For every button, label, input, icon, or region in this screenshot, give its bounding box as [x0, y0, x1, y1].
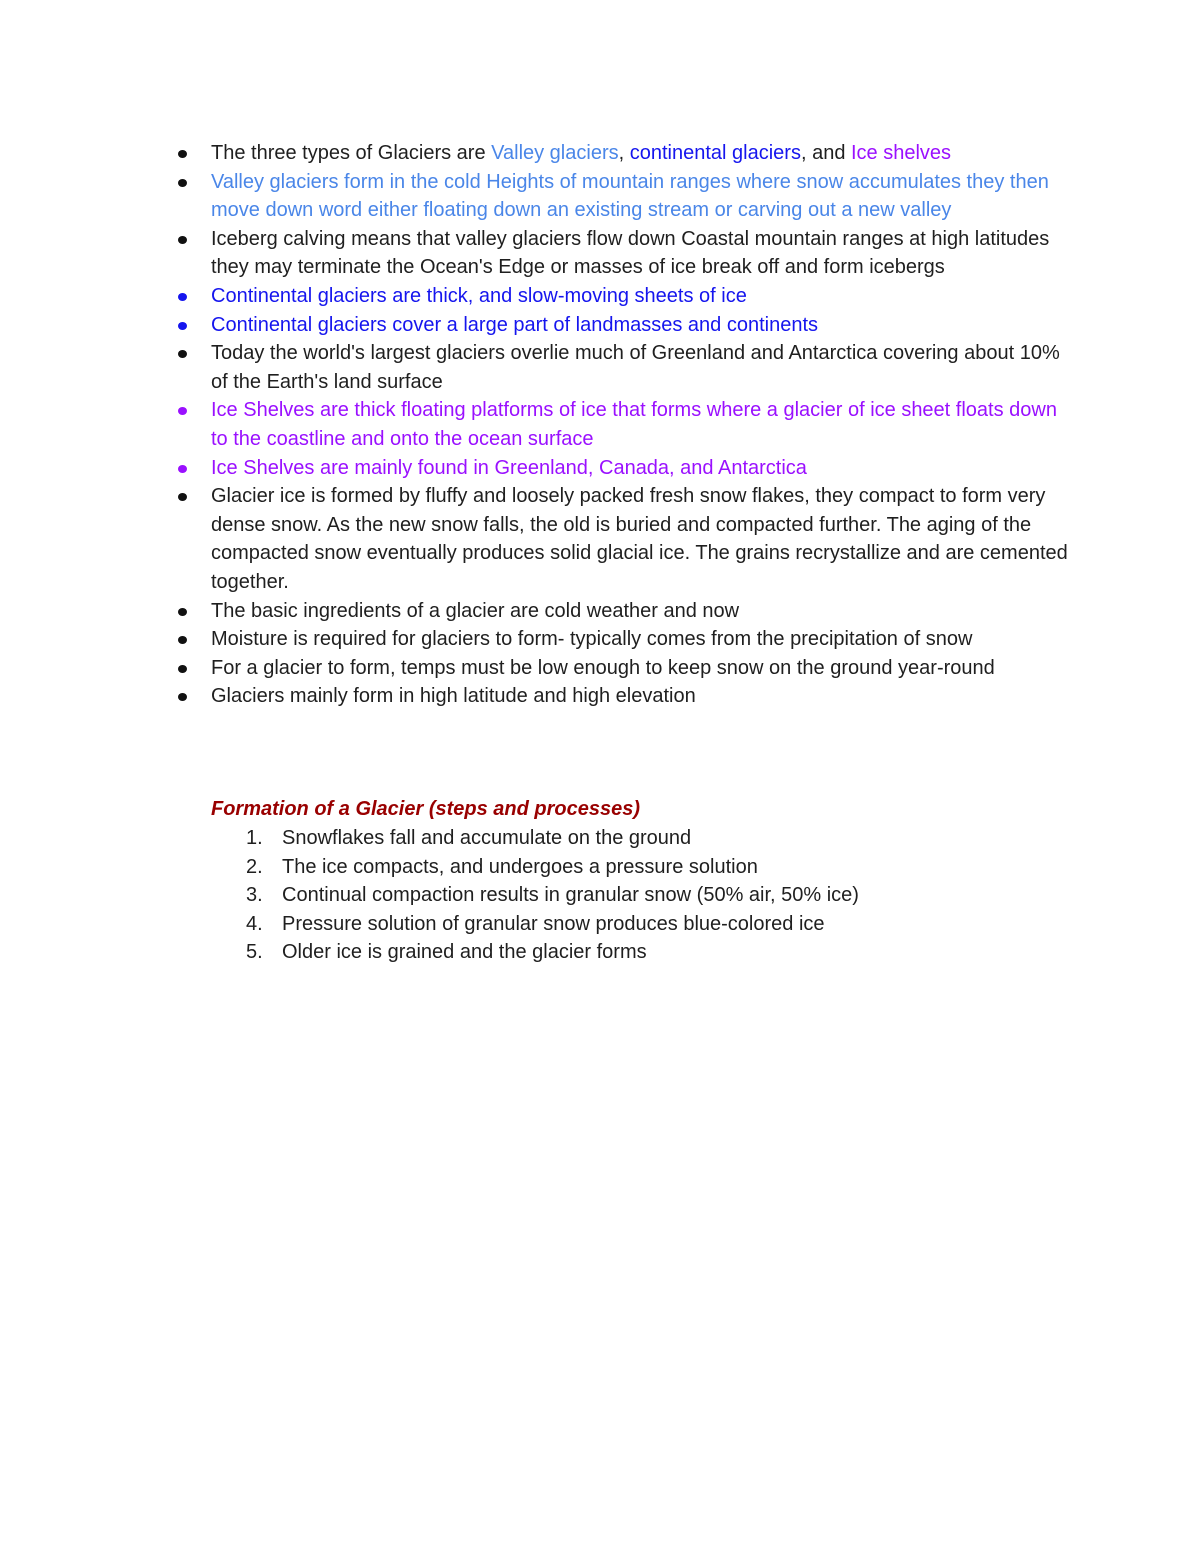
- formation-steps-list: [246, 824, 1062, 967]
- list-item-text: Today the world's largest glaciers overlie much of Greenland and Antarctica covering about 10% of the Earth's land surface: [211, 342, 1060, 393]
- list-item-text: Iceberg calving means that valley glaciers flow down Coastal mountain ranges at high latitudes they may terminate the Ocean's Edge or masses of ice break off and form icebergs: [211, 227, 1050, 279]
- bullet-icon: [178, 236, 187, 244]
- list-item: [211, 168, 1071, 225]
- list-item-text: Glacier ice is formed by fluffy and loosely packed fresh snow flakes, they compact to form very dense snow. As the new snow falls, the old is buried and compacted further. The aging of the compacted snow eventually produces solid glacial ice. The grains recrystallize and are cemented together.: [211, 485, 1068, 593]
- step-text: Snowflakes fall and accumulate on the ground: [282, 827, 692, 849]
- list-item-text: Ice Shelves are thick floating platforms of ice that forms where a glacier of ice sheet floats down to the coastline and onto the ocean surface: [211, 399, 1057, 450]
- list-item-text: For a glacier to form, temps must be low enough to keep snow on the ground year-round: [211, 656, 995, 679]
- step-text: Pressure solution of granular snow produces blue-colored ice: [282, 912, 825, 935]
- list-item-text: Continental glaciers are thick, and slow-moving sheets of ice: [211, 284, 747, 307]
- list-item: [211, 339, 1071, 396]
- list-item-text: Valley glaciers form in the cold Heights of mountain ranges where snow accumulates they then move down word either floating down an existing stream or carving out a new valley: [211, 170, 1049, 222]
- step-number: 3.: [246, 884, 263, 907]
- step-number: 5.: [246, 941, 263, 964]
- step-number: 4.: [246, 912, 263, 935]
- step-item: [246, 853, 1062, 882]
- step-item: [246, 910, 1062, 939]
- bullet-icon: [178, 150, 187, 158]
- list-item: [211, 654, 1071, 683]
- bullet-icon: [178, 465, 187, 473]
- bullet-icon: [178, 665, 187, 673]
- bullet-icon: [178, 407, 187, 415]
- list-item-text: , and: [800, 142, 851, 164]
- step-text: Continual compaction results in granular snow (50% air, 50% ice): [282, 884, 859, 907]
- bullet-icon: [178, 493, 187, 501]
- bullet-icon: [178, 179, 187, 187]
- list-item: [211, 282, 1071, 311]
- list-item: [211, 396, 1071, 453]
- formation-heading: Formation of a Glacier (steps and processes): [211, 798, 641, 820]
- ice-shelves-term: Ice shelves: [851, 142, 952, 164]
- bullet-icon: [178, 322, 187, 330]
- step-item: [246, 938, 1062, 967]
- list-item-text: ,: [618, 142, 630, 164]
- glacier-facts-list: [211, 139, 1071, 711]
- bullet-icon: [178, 293, 187, 301]
- step-number: 1.: [246, 827, 263, 849]
- list-item: [211, 482, 1071, 596]
- step-text: Older ice is grained and the glacier forms: [282, 941, 647, 964]
- list-item-text: The three types of Glaciers are: [211, 142, 492, 164]
- step-number: 2.: [246, 855, 263, 878]
- list-item-text: Moisture is required for glaciers to form- typically comes from the precipitation of snow: [211, 628, 973, 651]
- bullet-icon: [178, 608, 187, 616]
- step-text: The ice compacts, and undergoes a pressure solution: [282, 855, 758, 878]
- list-item-text: The basic ingredients of a glacier are cold weather and now: [211, 599, 740, 622]
- list-item: [211, 682, 1071, 711]
- bullet-icon: [178, 350, 187, 358]
- step-item: [246, 881, 1062, 910]
- list-item-text: Continental glaciers cover a large part of landmasses and continents: [211, 313, 819, 336]
- list-item: [211, 454, 1071, 483]
- valley-glaciers-term: Valley glaciers: [491, 142, 619, 164]
- bullet-icon: [178, 693, 187, 701]
- list-item: [211, 625, 1071, 654]
- list-item: [211, 597, 1071, 626]
- list-item: [211, 311, 1071, 340]
- continental-glaciers-term: continental glaciers: [629, 142, 801, 164]
- list-item: [211, 225, 1071, 282]
- bullet-icon: [178, 636, 187, 644]
- list-item-text: Glaciers mainly form in high latitude and high elevation: [211, 685, 696, 708]
- step-item: [246, 824, 1062, 853]
- list-item: [211, 139, 1071, 168]
- list-item-text: Ice Shelves are mainly found in Greenland, Canada, and Antarctica: [211, 456, 807, 479]
